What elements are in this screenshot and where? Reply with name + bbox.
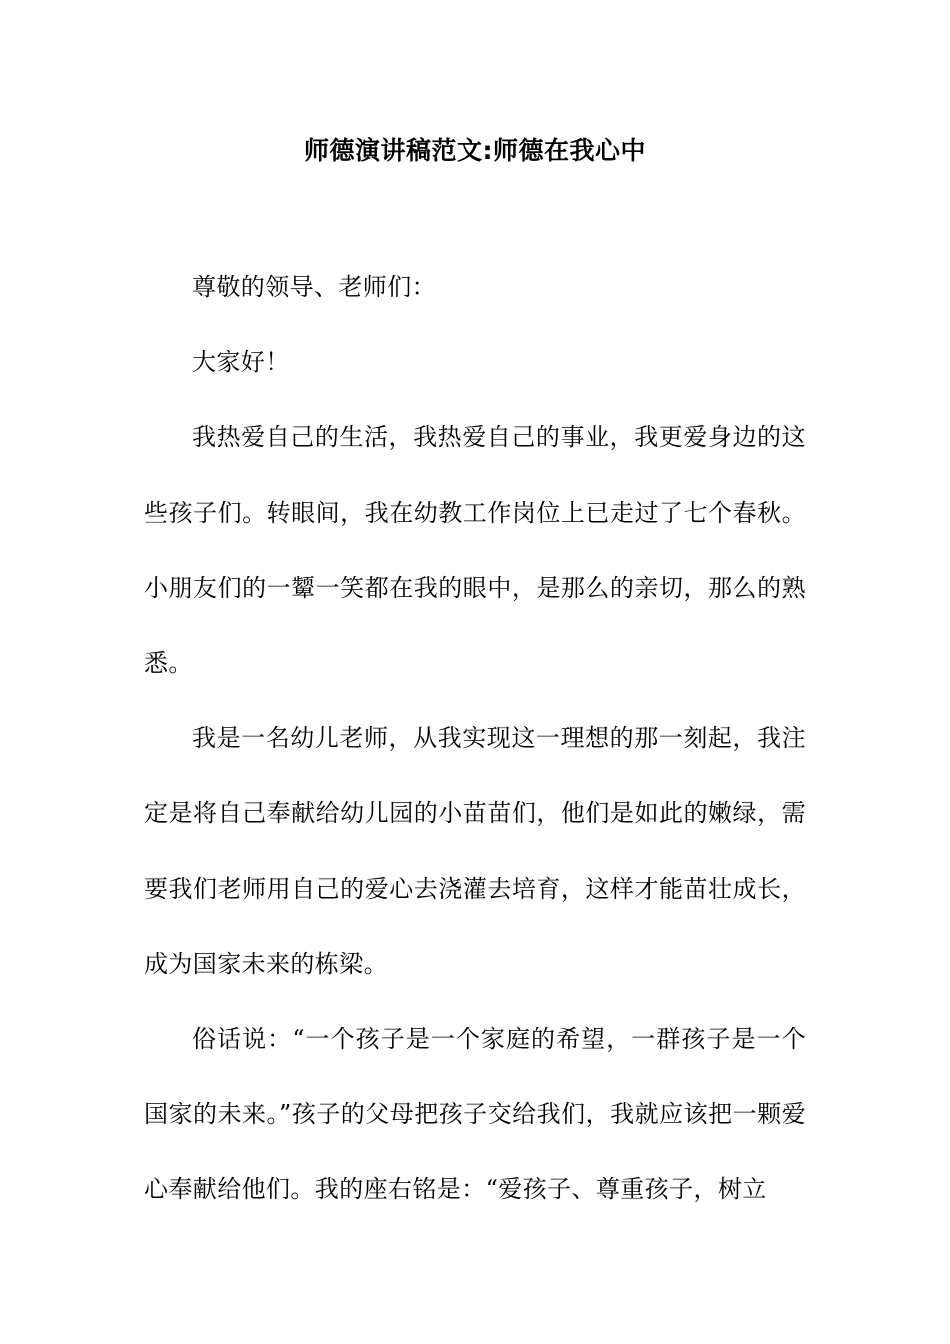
document-body [144, 250, 806, 1228]
document-title: 师德演讲稿范文:师德在我心中 [304, 136, 646, 165]
greeting: 大家好！ [192, 348, 290, 377]
paragraph-3: 俗话说：“一个孩子是一个家庭的希望，一群孩子是一个国家的未来。”孩子的父母把孩子交给我们，我就应该把一颗爱心奉献给他们。我的座右铭是：“爱孩子、尊重孩子，树立 [144, 1025, 806, 1204]
paragraph-1: 我热爱自己的生活，我热爱自己的事业，我更爱身边的这些孩子们。转眼间，我在幼教工作岗位上已走过了七个春秋。小朋友们的一颦一笑都在我的眼中，是那么的亲切，那么的熟悉。 [144, 423, 806, 678]
paragraph-2: 我是一名幼儿老师，从我实现这一理想的那一刻起，我注定是将自己奉献给幼儿园的小苗苗们，他们是如此的嫩绿，需要我们老师用自己的爱心去浇灌去培育，这样才能苗壮成长，成为国家未来的栋梁。 [144, 724, 806, 978]
salutation: 尊敬的领导、老师们： [192, 273, 436, 301]
